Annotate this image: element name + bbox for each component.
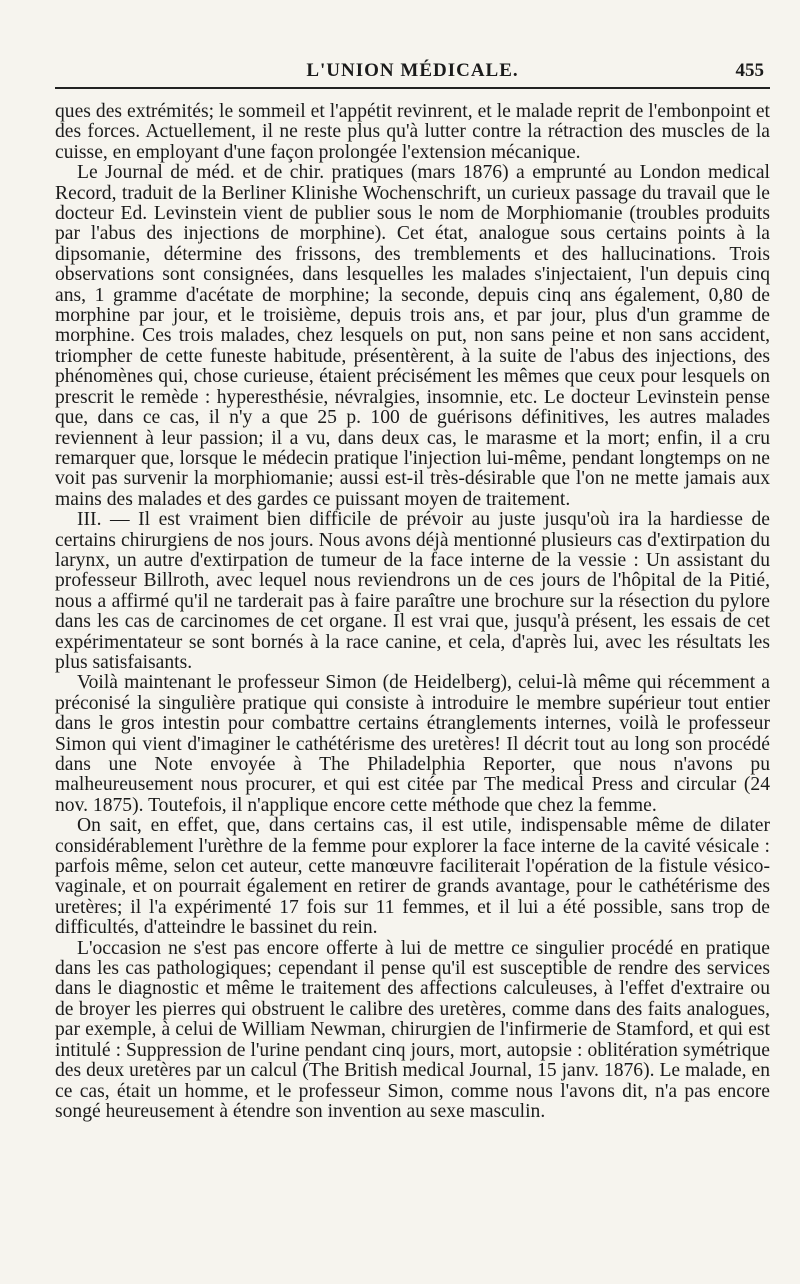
page-header [55,56,770,92]
paragraph-1: ques des extrémités; le sommeil et l'appétit revinrent, et le malade reprit de l'embonpoint et des forces. Actuellement, il ne reste plus qu'à lutter contre la rétraction des muscles de la cuisse, en employant d'une façon prolongée l'extension mécanique. [55,101,770,163]
paragraph-6: L'occasion ne s'est pas encore offerte à lui de mettre ce singulier procédé en pratique dans les cas pathologiques; cependant il pense qu'il est susceptible de rendre des services dans le diagnostic et même le traitement des affections calculeuses, à l'effet d'extraire ou de broyer les pierres qui obstruent le calibre des uretères, comme dans des faits analogues, par exemple, à celui de William Newman, chirurgien de l'infirmerie de Stamford, et qui est intitulé : Suppression de l'urine pendant cinq jours, mort, autopsie : oblitération symétrique des deux uretères par un calcul (The British medical Journal, 15 janv. 1876). Le malade, en ce cas, était un homme, et le professeur Simon, comme nous l'avons dit, n'a pas encore songé heureusement à étendre son invention au sexe masculin. [55,937,770,1122]
page-number: 455 [735,60,764,81]
running-title: L'UNION MÉDICALE. [306,60,519,81]
paragraph-4: Voilà maintenant le professeur Simon (de Heidelberg), celui-là même qui récemment a préconisé la singulière pratique qui consiste à introduire le membre supérieur tout entier dans le gros intestin pour combattre certains étranglements internes, voilà le professeur Simon qui vient d'imaginer le cathétérisme des uretères! Il décrit tout au long son procédé dans une Note envoyée à The Philadelphia Reporter, que nous n'avons pu malheureusement nous procurer, et qui est citée par The medical Press and circular (24 nov. 1875). Toutefois, il n'applique encore cette méthode que chez la femme. [55,672,770,816]
body-text [55,102,770,1122]
paragraph-3: III. — Il est vraiment bien difficile de prévoir au juste jusqu'où ira la hardiesse de certains chirurgiens de nos jours. Nous avons déjà mentionné plusieurs cas d'extirpation du larynx, un autre d'extirpation de tumeur de la face interne de la vessie : Un assistant du professeur Billroth, avec lequel nous reviendrons un de ces jours de l'hôpital de la Pitié, nous a affirmé qu'il ne tarderait pas à faire paraître une brochure sur la résection du pylore dans les cas de carcinomes de cet organe. Il est vrai que, jusqu'à présent, les essais de cet expérimentateur se sont bornés à la race canine, et cela, d'après lui, avec les résultats les plus satisfaisants. [55,509,770,673]
header-rule [55,87,770,89]
paragraph-2: Le Journal de méd. et de chir. pratiques (mars 1876) a emprunté au London medical Record, traduit de la Berliner Klinishe Wochenschrift, un curieux passage du travail que le docteur Ed. Levinstein vient de publier sous le nom de Morphiomanie (troubles produits par l'abus des injections de morphine). Cet état, analogue sous certains points à la dipsomanie, détermine des frissons, des tremblements et des hallucinations. Trois observations sont consignées, dans lesquelles les malades s'injectaient, l'un depuis cinq ans, 1 gramme d'acétate de morphine; la seconde, depuis cinq ans également, 0,80 de morphine par jour, et le troisième, depuis trois ans, et par jour, plus d'un gramme de morphine. Ces trois malades, chez lesquels on put, non sans peine et non sans accident, triompher de cette funeste habitude, présentèrent, à la suite de l'abus des injections, des phénomènes qui, chose curieuse, étaient précisément les mêmes que ceux pour lesquels on prescrit le remède : hyperesthésie, névralgies, insomnie, etc. Le docteur Levinstein pense que, dans ce cas, il n'y a que 25 p. 100 de guérisons définitives, les autres malades reviennent à leur passion; il a vu, dans deux cas, le marasme et la mort; enfin, il a cru remarquer que, lorsque le médecin pratique l'injection lui-même, pendant longtemps on ne voit pas survenir la morphiomanie; aussi est-il très-désirable que l'on ne mette jamais aux mains des malades et des gardes ce puissant moyen de traitement. [55,162,770,510]
paragraph-5: On sait, en effet, que, dans certains cas, il est utile, indispensable même de dilater considérablement l'urèthre de la femme pour explorer la face interne de la cavité vésicale : parfois même, selon cet auteur, cette manœuvre faciliterait l'opération de la fistule vésico-vaginale, et on pourrait également en retirer de grands avantage, pour le cathétérisme des uretères; il l'a expérimenté 17 fois sur 11 femmes, et il lui a été possible, sans trop de difficultés, d'atteindre le bassinet du rein. [55,815,770,939]
